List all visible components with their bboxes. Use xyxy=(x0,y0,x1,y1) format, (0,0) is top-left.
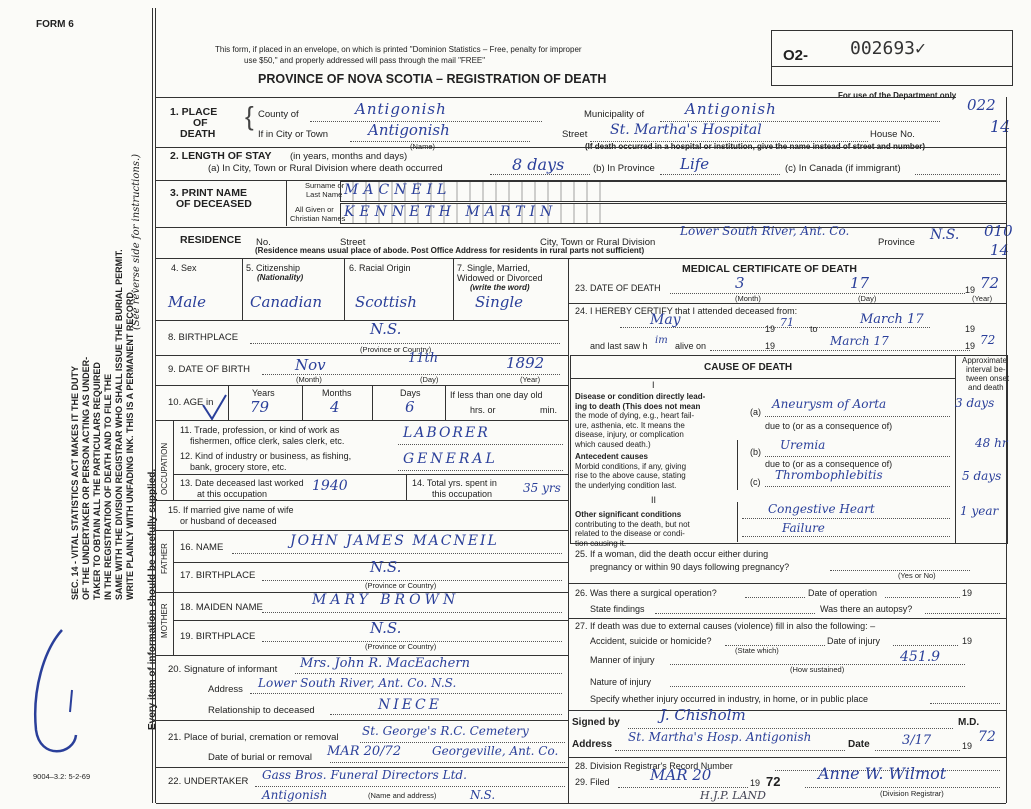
surgery-label: 26. Was there a surgical operation? xyxy=(575,588,717,598)
cause-of-death-header: CAUSE OF DEATH xyxy=(704,362,793,373)
manner-of-injury-label: Manner of injury xyxy=(590,655,655,665)
undertaker-value: Gass Bros. Funeral Directors Ltd. xyxy=(262,768,467,782)
attended-to-label: to xyxy=(810,324,818,334)
marital-label-2: Widowed or Divorced xyxy=(457,273,543,283)
attended-from-year: 71 xyxy=(780,316,794,329)
trade-label-1: 11. Trade, profession, or kind of work as xyxy=(180,425,340,435)
informant-signature: Mrs. John R. MacEachern xyxy=(300,656,470,671)
age-months-value: 4 xyxy=(330,398,340,416)
other-conditions-label: Other significant conditions contributing to the death, but not related to the disease or condi- tion causing it. xyxy=(575,510,690,548)
last-saw-year-prefix: 19 xyxy=(765,341,776,351)
cause-a-value: Aneurysm of Aorta xyxy=(772,397,887,411)
city-label: If in City or Town xyxy=(258,129,329,140)
attended-from-year-prefix: 19 xyxy=(765,324,776,334)
residence-division-value: Lower South River, Ant. Co. xyxy=(680,224,850,238)
signed-by-label: Signed by xyxy=(572,717,620,728)
injury-year-prefix: 19 xyxy=(962,636,973,646)
mother-birthplace-label: 19. BIRTHPLACE xyxy=(180,631,256,642)
burial-date-label: Date of burial or removal xyxy=(208,752,313,763)
father-side-label: FATHER xyxy=(160,543,169,574)
burial-place-value: St. George's R.C. Cemetery xyxy=(362,724,529,738)
bracket: { xyxy=(245,101,254,131)
mother-birthplace-value: N.S. xyxy=(370,619,402,637)
death-year-prefix: 19 xyxy=(965,285,976,295)
age-years-value: 79 xyxy=(250,398,270,416)
stay-city-label: (a) In City, Town or Rural Division where death occurred xyxy=(208,163,443,174)
death-month: 3 xyxy=(735,274,745,292)
informant-signature-label: 20. Signature of informant xyxy=(168,664,278,675)
surname-value: MACNEIL xyxy=(344,182,452,198)
informant-address-label: Address xyxy=(208,684,243,695)
cause-c-interval: 5 days xyxy=(962,469,1002,483)
sign-year-prefix: 19 xyxy=(962,741,973,751)
cause-b-value: Uremia xyxy=(780,438,826,452)
filed-year: 72 xyxy=(766,774,781,789)
death-day: 17 xyxy=(850,274,870,292)
residence-no-label: No. xyxy=(256,237,271,248)
mail-notice-line-1: This form, if placed in an envelope, on which is printed "Dominion Statistics – Free, penalty for improper xyxy=(215,45,582,54)
dob-label: 9. DATE OF BIRTH xyxy=(168,364,250,375)
form-left-border xyxy=(152,8,153,803)
death-day-hint: (Day) xyxy=(858,294,877,303)
due-to-label-2: due to (or as a consequence of) xyxy=(765,459,893,469)
city-value: Antigonish xyxy=(368,121,450,139)
father-birthplace-value: N.S. xyxy=(370,558,402,576)
other-condition-2: Failure xyxy=(782,521,825,535)
industry-label-2: bank, grocery store, etc. xyxy=(190,462,287,472)
findings-label: State findings xyxy=(590,604,645,614)
mother-name-value: MARY BROWN xyxy=(312,592,460,608)
state-which-hint: (State which) xyxy=(735,646,779,655)
approx-interval-label-3: tween onset xyxy=(966,374,1010,383)
reg-prefix: O2- xyxy=(783,47,809,64)
death-year: 72 xyxy=(980,274,1000,292)
sign-date-label: Date xyxy=(848,739,870,750)
margin-initial-mark xyxy=(14,620,84,770)
yes-no-hint: (Yes or No) xyxy=(898,571,936,580)
surname-label-2: Last Name xyxy=(306,190,343,199)
residence-code: 010 xyxy=(984,222,1013,240)
undertaker-province: N.S. xyxy=(470,788,496,802)
last-saw-pronoun: im xyxy=(655,335,668,346)
cause-c-label: (c) xyxy=(750,477,761,487)
physician-address: St. Martha's Hosp. Antigonish xyxy=(628,730,812,744)
dob-day: 11th xyxy=(408,351,439,366)
mother-side-label: MOTHER xyxy=(160,603,169,638)
violence-label: 27. If death was due to external causes (violence) fill in also the following: – xyxy=(575,621,876,631)
reverse-side-note: (See reverse side for instructions.) xyxy=(131,153,142,330)
residence-code-2: 14 xyxy=(990,241,1010,259)
relationship-value: NIECE xyxy=(378,697,442,713)
undertaker-hint: (Name and address) xyxy=(368,791,437,800)
age-label: 10. AGE in xyxy=(168,397,214,408)
burial-place-label: 21. Place of burial, cremation or removal xyxy=(168,732,339,743)
residence-note: (Residence means usual place of abode. Post Office Address for residents in rural parts not sufficient) xyxy=(255,246,645,255)
given-names-value: KENNETH MARTIN xyxy=(344,204,558,220)
citizenship-value: Canadian xyxy=(250,293,323,311)
sign-year: 72 xyxy=(978,729,996,745)
father-name-value: JOHN JAMES MACNEIL xyxy=(290,533,499,549)
last-saw-year: 72 xyxy=(980,333,996,347)
dob-year: 1892 xyxy=(506,354,545,372)
sex-label: 4. Sex xyxy=(171,263,197,273)
last-worked-label-2: at this occupation xyxy=(197,489,268,499)
given-names-label-2: Christian Names xyxy=(290,214,346,223)
accident-label: Accident, suicide or homicide? xyxy=(590,636,712,646)
informant-address: Lower South River, Ant. Co. N.S. xyxy=(258,676,457,690)
medical-certificate-header: MEDICAL CERTIFICATE OF DEATH xyxy=(682,263,857,275)
immediate-cause-label: Disease or condition directly lead- ing to death (This does not mean the mode of dying, e.g., heart fail- ure, asthenia, etc. It means the disease, injury, or complication which caused death.) xyxy=(575,392,706,449)
marital-label-3: (write the word) xyxy=(470,283,530,292)
min-label: min. xyxy=(540,405,558,415)
md-label: M.D. xyxy=(958,717,980,728)
due-to-label-1: due to (or as a consequence of) xyxy=(765,421,893,431)
manner-code: 451.9 xyxy=(900,649,941,665)
length-of-stay-label: 2. LENGTH OF STAY xyxy=(170,150,272,162)
registrar-note: H.J.P. LAND xyxy=(700,789,766,802)
mail-notice-line-2: use $50," and properly addressed will pass through the mail "FREE" xyxy=(244,56,486,65)
residence-province-label: Province xyxy=(878,237,915,248)
street-label: Street xyxy=(562,129,588,140)
city-line xyxy=(350,141,530,142)
spouse-label-1: 15. If married give name of wife xyxy=(168,505,294,515)
cause-a-interval: 3 days xyxy=(955,396,995,410)
sex-value: Male xyxy=(168,293,206,311)
length-of-stay-hint: (in years, months and days) xyxy=(290,151,408,162)
stay-province-value: Life xyxy=(680,155,710,173)
attended-to-year-prefix: 19 xyxy=(965,324,976,334)
surname-label-1: Surname or xyxy=(305,181,345,190)
date-of-death-label: 23. DATE OF DEATH xyxy=(575,283,661,293)
last-saw-label: and last saw h xyxy=(590,341,648,351)
careful-supply-note: Every item of information should be carefully supplied. xyxy=(147,468,158,730)
mother-country-hint: (Province or Country) xyxy=(365,642,437,651)
pregnancy-label-1: 25. If a woman, did the death occur either during xyxy=(575,549,769,559)
last-worked-value: 1940 xyxy=(312,478,348,494)
alive-on-label: alive on xyxy=(675,341,707,351)
division-registrar-signature: Anne W. Wilmot xyxy=(818,764,947,783)
undertaker-label: 22. UNDERTAKER xyxy=(168,776,249,787)
years-spent-label-2: this occupation xyxy=(432,489,493,499)
department-code-1: 022 xyxy=(967,96,996,114)
approx-interval-label-1: Approximate xyxy=(962,356,1007,365)
given-names-label-1: All Given or xyxy=(295,205,334,214)
antecedent-causes-label: Antecedent causes Morbid conditions, if any, giving rise to the above cause, stating the underlying condition last. xyxy=(575,452,687,490)
physician-address-label: Address xyxy=(572,739,613,750)
cause-b-label: (b) xyxy=(750,447,761,457)
last-saw-year-prefix-2: 19 xyxy=(965,341,976,351)
industry-label-1: 12. Kind of industry or business, as fishing, xyxy=(180,451,352,461)
county-value: Antigonish xyxy=(355,100,447,118)
age-days-value: 6 xyxy=(405,398,415,416)
hrs-label: hrs. or xyxy=(470,405,496,415)
dob-month-hint: (Month) xyxy=(296,375,322,384)
pregnancy-label-2: pregnancy or within 90 days following pregnancy? xyxy=(590,562,790,572)
municipality-label: Municipality of xyxy=(584,109,645,120)
injury-place-label: Specify whether injury occurred in industry, in home, or in public place xyxy=(590,694,868,704)
industry-value: GENERAL xyxy=(403,451,498,467)
other-condition-1: Congestive Heart xyxy=(768,502,875,516)
father-birthplace-label: 17. BIRTHPLACE xyxy=(180,570,256,581)
stay-canada-label: (c) In Canada (if immigrant) xyxy=(785,163,901,174)
filed-year-prefix: 19 xyxy=(750,778,761,788)
father-country-hint: (Province or Country) xyxy=(365,581,437,590)
cause-c-value: Thrombophlebitis xyxy=(775,468,883,482)
residence-street-label: Street xyxy=(340,237,366,248)
approx-interval-label-2: interval be- xyxy=(966,365,1006,374)
attended-from: May xyxy=(650,312,681,328)
form-number: FORM 6 xyxy=(36,19,74,30)
house-number-label: House No. xyxy=(870,129,915,140)
injury-date-label: Date of injury xyxy=(827,636,881,646)
mother-name-label: 18. MAIDEN NAME xyxy=(180,602,263,613)
registration-number: 002693✓ xyxy=(850,38,926,59)
place-of-death-label-of: OF xyxy=(193,117,208,129)
racial-origin-label: 6. Racial Origin xyxy=(349,263,411,273)
of-deceased-label: OF DECEASED xyxy=(176,198,252,210)
sign-date: 3/17 xyxy=(902,733,932,748)
burial-location-value: Georgeville, Ant. Co. xyxy=(432,744,559,758)
racial-origin-value: Scottish xyxy=(355,293,417,311)
municipality-value: Antigonish xyxy=(685,100,777,118)
county-label: County of xyxy=(258,109,299,120)
age-years-label: Years xyxy=(252,388,275,398)
death-month-hint: (Month) xyxy=(735,294,761,303)
place-of-death-label-death: DEATH xyxy=(180,128,216,140)
relationship-label: Relationship to deceased xyxy=(208,705,315,716)
how-sustained-hint: (How sustained) xyxy=(790,665,845,674)
residence-division-label: City, Town or Rural Division xyxy=(540,237,656,248)
house-number-value: 14 xyxy=(990,117,1011,136)
physician-signature: J. Chisholm xyxy=(660,706,746,724)
operation-date-label: Date of operation xyxy=(808,588,878,598)
birthplace-value: N.S. xyxy=(370,320,402,338)
dob-day-hint: (Day) xyxy=(420,375,439,384)
stay-province-label: (b) In Province xyxy=(593,163,655,174)
department-use-label: For use of the Department only xyxy=(838,91,957,100)
citizenship-label: 5. Citizenship xyxy=(246,263,301,273)
age-checkmark xyxy=(200,393,230,423)
age-days-label: Days xyxy=(400,388,421,398)
cause-part-2-label: II xyxy=(651,495,657,505)
birthplace-label: 8. BIRTHPLACE xyxy=(168,332,239,343)
birthplace-hint: (Province or Country) xyxy=(360,345,432,354)
autopsy-label: Was there an autopsy? xyxy=(820,604,913,614)
age-months-label: Months xyxy=(322,388,352,398)
registrar-record-label: 28. Division Registrar's Record Number xyxy=(575,761,733,771)
cause-part-1-label: I xyxy=(652,380,655,390)
place-of-death-label: 1. PLACE xyxy=(170,106,218,118)
attended-to: March 17 xyxy=(860,312,924,327)
years-spent-value: 35 yrs xyxy=(523,481,561,495)
dob-month: Nov xyxy=(295,356,326,374)
form-code: 9004–3.2: 5-2-69 xyxy=(33,772,91,781)
less-than-day-label: If less than one day old xyxy=(450,390,543,400)
cause-a-label: (a) xyxy=(750,407,761,417)
division-registrar-hint: (Division Registrar) xyxy=(880,789,944,798)
citizenship-hint: (Nationality) xyxy=(257,273,304,282)
operation-year-prefix: 19 xyxy=(962,588,973,598)
filed-label: 29. Filed xyxy=(575,777,610,787)
form-title: PROVINCE OF NOVA SCOTIA – REGISTRATION OF DEATH xyxy=(258,72,607,86)
print-name-label: 3. PRINT NAME xyxy=(170,187,248,199)
form-left-border-inner xyxy=(155,8,156,803)
last-saw-date: March 17 xyxy=(830,334,889,348)
occupation-side-label: OCCUPATION xyxy=(160,442,169,495)
attendance-certify-label: 24. I HEREBY CERTIFY that I attended deceased from: xyxy=(575,306,798,316)
burial-date-value: MAR 20/72 xyxy=(327,744,402,759)
marital-label-1: 7. Single, Married, xyxy=(457,263,531,273)
undertaker-address: Antigonish xyxy=(262,788,328,802)
marital-value: Single xyxy=(475,293,524,311)
death-year-hint: (Year) xyxy=(972,294,993,303)
dob-year-hint: (Year) xyxy=(520,375,541,384)
residence-province-value: N.S. xyxy=(930,227,960,243)
residence-label: RESIDENCE xyxy=(180,234,242,246)
nature-of-injury-label: Nature of injury xyxy=(590,677,652,687)
stay-city-value: 8 days xyxy=(512,155,565,174)
trade-value: LABORER xyxy=(403,425,490,441)
father-name-label: 16. NAME xyxy=(180,542,224,553)
street-value: St. Martha's Hospital xyxy=(610,122,762,138)
cause-b-interval: 48 hr xyxy=(975,436,1008,450)
approx-interval-label-4: and death xyxy=(968,383,1004,392)
city-name-hint: (Name) xyxy=(410,142,436,151)
spouse-label-2: or husband of deceased xyxy=(180,516,277,526)
last-worked-label-1: 13. Date deceased last worked xyxy=(180,478,304,488)
years-spent-label-1: 14. Total yrs. spent in xyxy=(412,478,497,488)
trade-label-2: fishermen, office clerk, sales clerk, etc. xyxy=(190,436,345,446)
filed-date: MAR 20 xyxy=(650,766,712,784)
other-condition-interval: 1 year xyxy=(960,504,999,518)
sec-14-notice: SEC. 14 - VITAL STATISTICS ACT MAKES IT THE DUTY OF THE UNDERTAKER OR PERSON ACTING AS UNDER- TAKER TO OBTAIN ALL THE PARTICULARS REQUIRED IN THE REGISTRATION OF DEATH AND TO FILE THE SAME WITH THE DIVISION REGISTRAR WHO SHALL ISSUE THE BURIAL PERMIT. WRITE PLAINLY WITH UNFADING INK. THIS IS A PERMANENT RECORD. xyxy=(70,249,135,600)
institution-note: (If death occurred in a hospital or institution, give the name instead of street and number) xyxy=(585,142,926,151)
